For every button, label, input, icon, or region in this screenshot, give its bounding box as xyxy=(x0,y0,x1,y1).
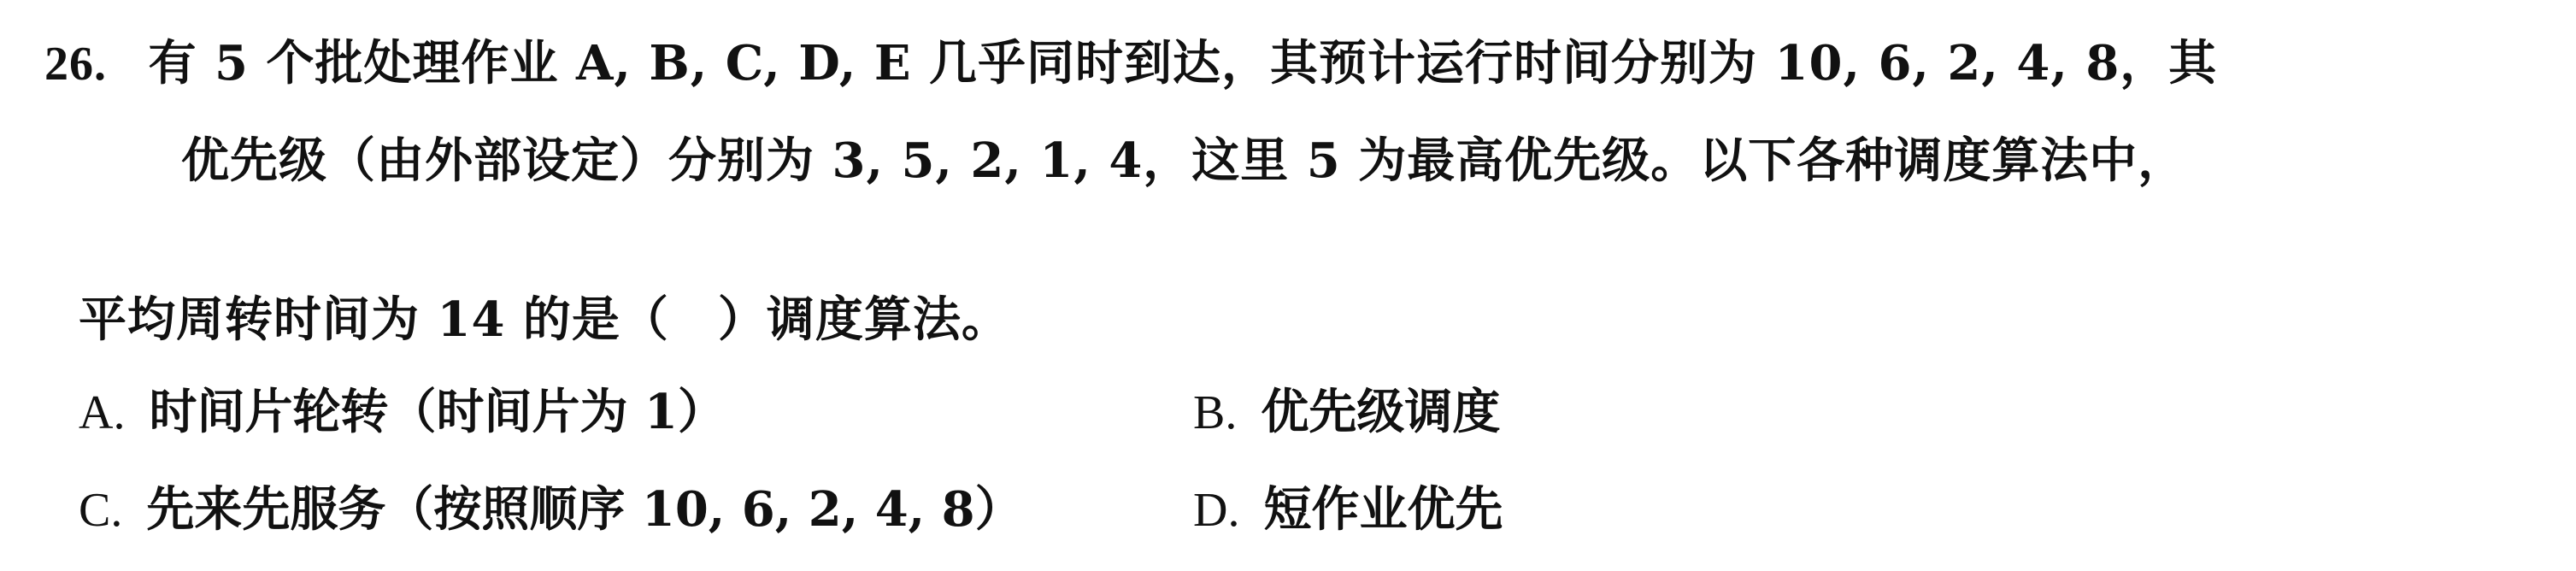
option-a-letter: A. xyxy=(79,386,126,439)
question-line-1 xyxy=(44,32,2217,95)
question-line-3 xyxy=(79,289,1010,350)
option-c-letter: C. xyxy=(79,484,123,537)
option-d[interactable] xyxy=(1193,479,1503,541)
question-line-2 xyxy=(181,130,2186,191)
option-a-text: 时间片轮转（时间片为 1） xyxy=(149,384,726,440)
option-d-letter: D. xyxy=(1193,484,1240,537)
option-d-text: 短作业优先 xyxy=(1263,481,1503,538)
option-a[interactable] xyxy=(79,381,726,444)
question-number: 26. xyxy=(44,38,107,91)
question-text-line-3: 平均周转时间为 14 的是（ ）调度算法。 xyxy=(79,291,1010,348)
question-text-line-1: 有 5 个批处理作业 A, B, C, D, E 几乎同时到达，其预计运行时间分别为 10, 6, 2, 4, 8，其 xyxy=(148,35,2218,91)
option-b-text: 优先级调度 xyxy=(1261,384,1501,440)
question-text-line-2: 优先级（由外部设定）分别为 3, 5, 2, 1, 4，这里 5 为最高优先级。以下各种调度算法中， xyxy=(181,132,2187,189)
option-c[interactable] xyxy=(79,479,1023,541)
option-b[interactable] xyxy=(1193,381,1500,444)
option-c-text: 先来先服务（按照顺序 10, 6, 2, 4, 8） xyxy=(146,481,1023,538)
option-b-letter: B. xyxy=(1193,386,1238,439)
